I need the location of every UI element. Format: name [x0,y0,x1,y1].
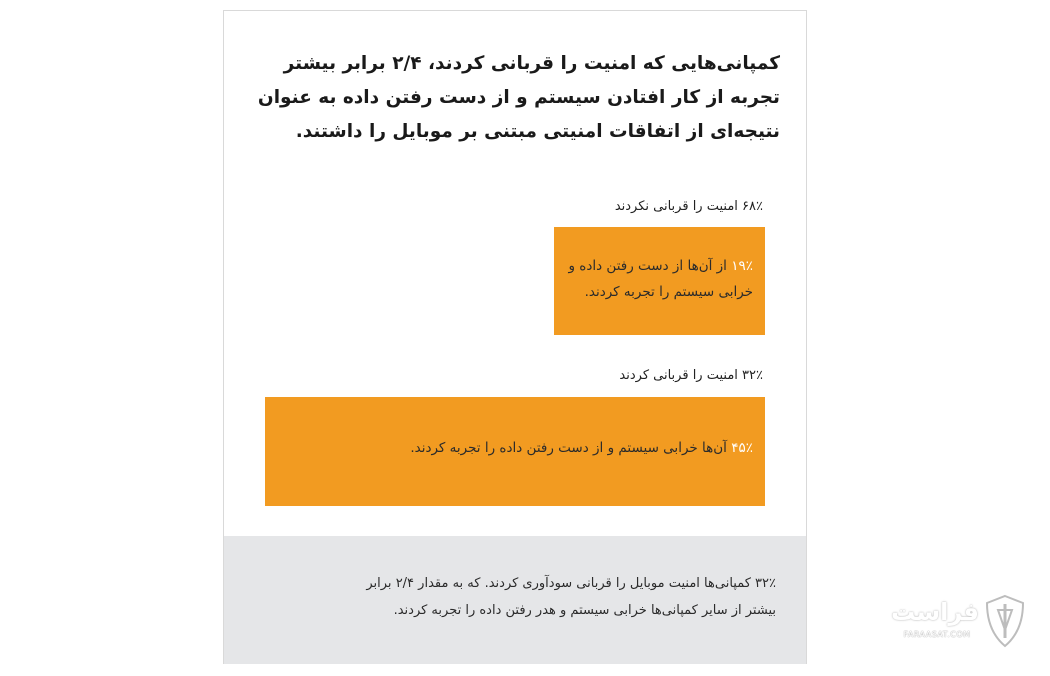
bar-text-line: آن‌ها خرابی سیستم و از دست رفتن داده را تجربه کردند. [410,440,727,456]
faraasat-logo [893,594,1028,650]
footer-line: بیشتر از سایر کمپانی‌ها خرابی سیستم و هدر رفتن داده را تجربه کردند. [393,603,776,618]
bar-text-line: خرابی سیستم را تجربه کردند. [584,284,753,300]
logo-name: فراست [891,598,979,626]
bar-text-not-sacrificed [568,253,753,305]
logo-url: FARAASAT.COM [903,630,971,639]
footer-text [248,570,776,624]
shield-pen-icon [983,594,1027,648]
bar-text-sacrificed [410,435,753,461]
bar-not-sacrificed [554,227,765,335]
bar-text-line: از آن‌ها از دست رفتن داده و [568,258,727,274]
group-label-sacrificed: ۳۲٪ امنیت را قربانی کردند [619,368,763,383]
headline: کمپانی‌هایی که امنیت را قربانی کردند، ۲/۴ برابر بیشتر تجربه از کار افتادن سیستم و از دست رفتن داده به عنوان نتیجه‌ای از اتفاقات امنیتی مبتنی بر موبایل را داشتند. [257,53,780,142]
footer-panel [224,536,806,664]
group-label-not-sacrificed: ۶۸٪ امنیت را قربانی نکردند [614,199,763,214]
bar-value-label: ۴۵٪ [731,440,753,456]
bar-value-label: ۱۹٪ [731,258,753,274]
bar-sacrificed [265,397,765,506]
infographic-card [223,10,807,664]
footer-line: ۳۲٪ کمپانی‌ها امنیت موبایل را قربانی سودآوری کردند. که به مقدار ۲/۴ برابر [366,576,776,591]
